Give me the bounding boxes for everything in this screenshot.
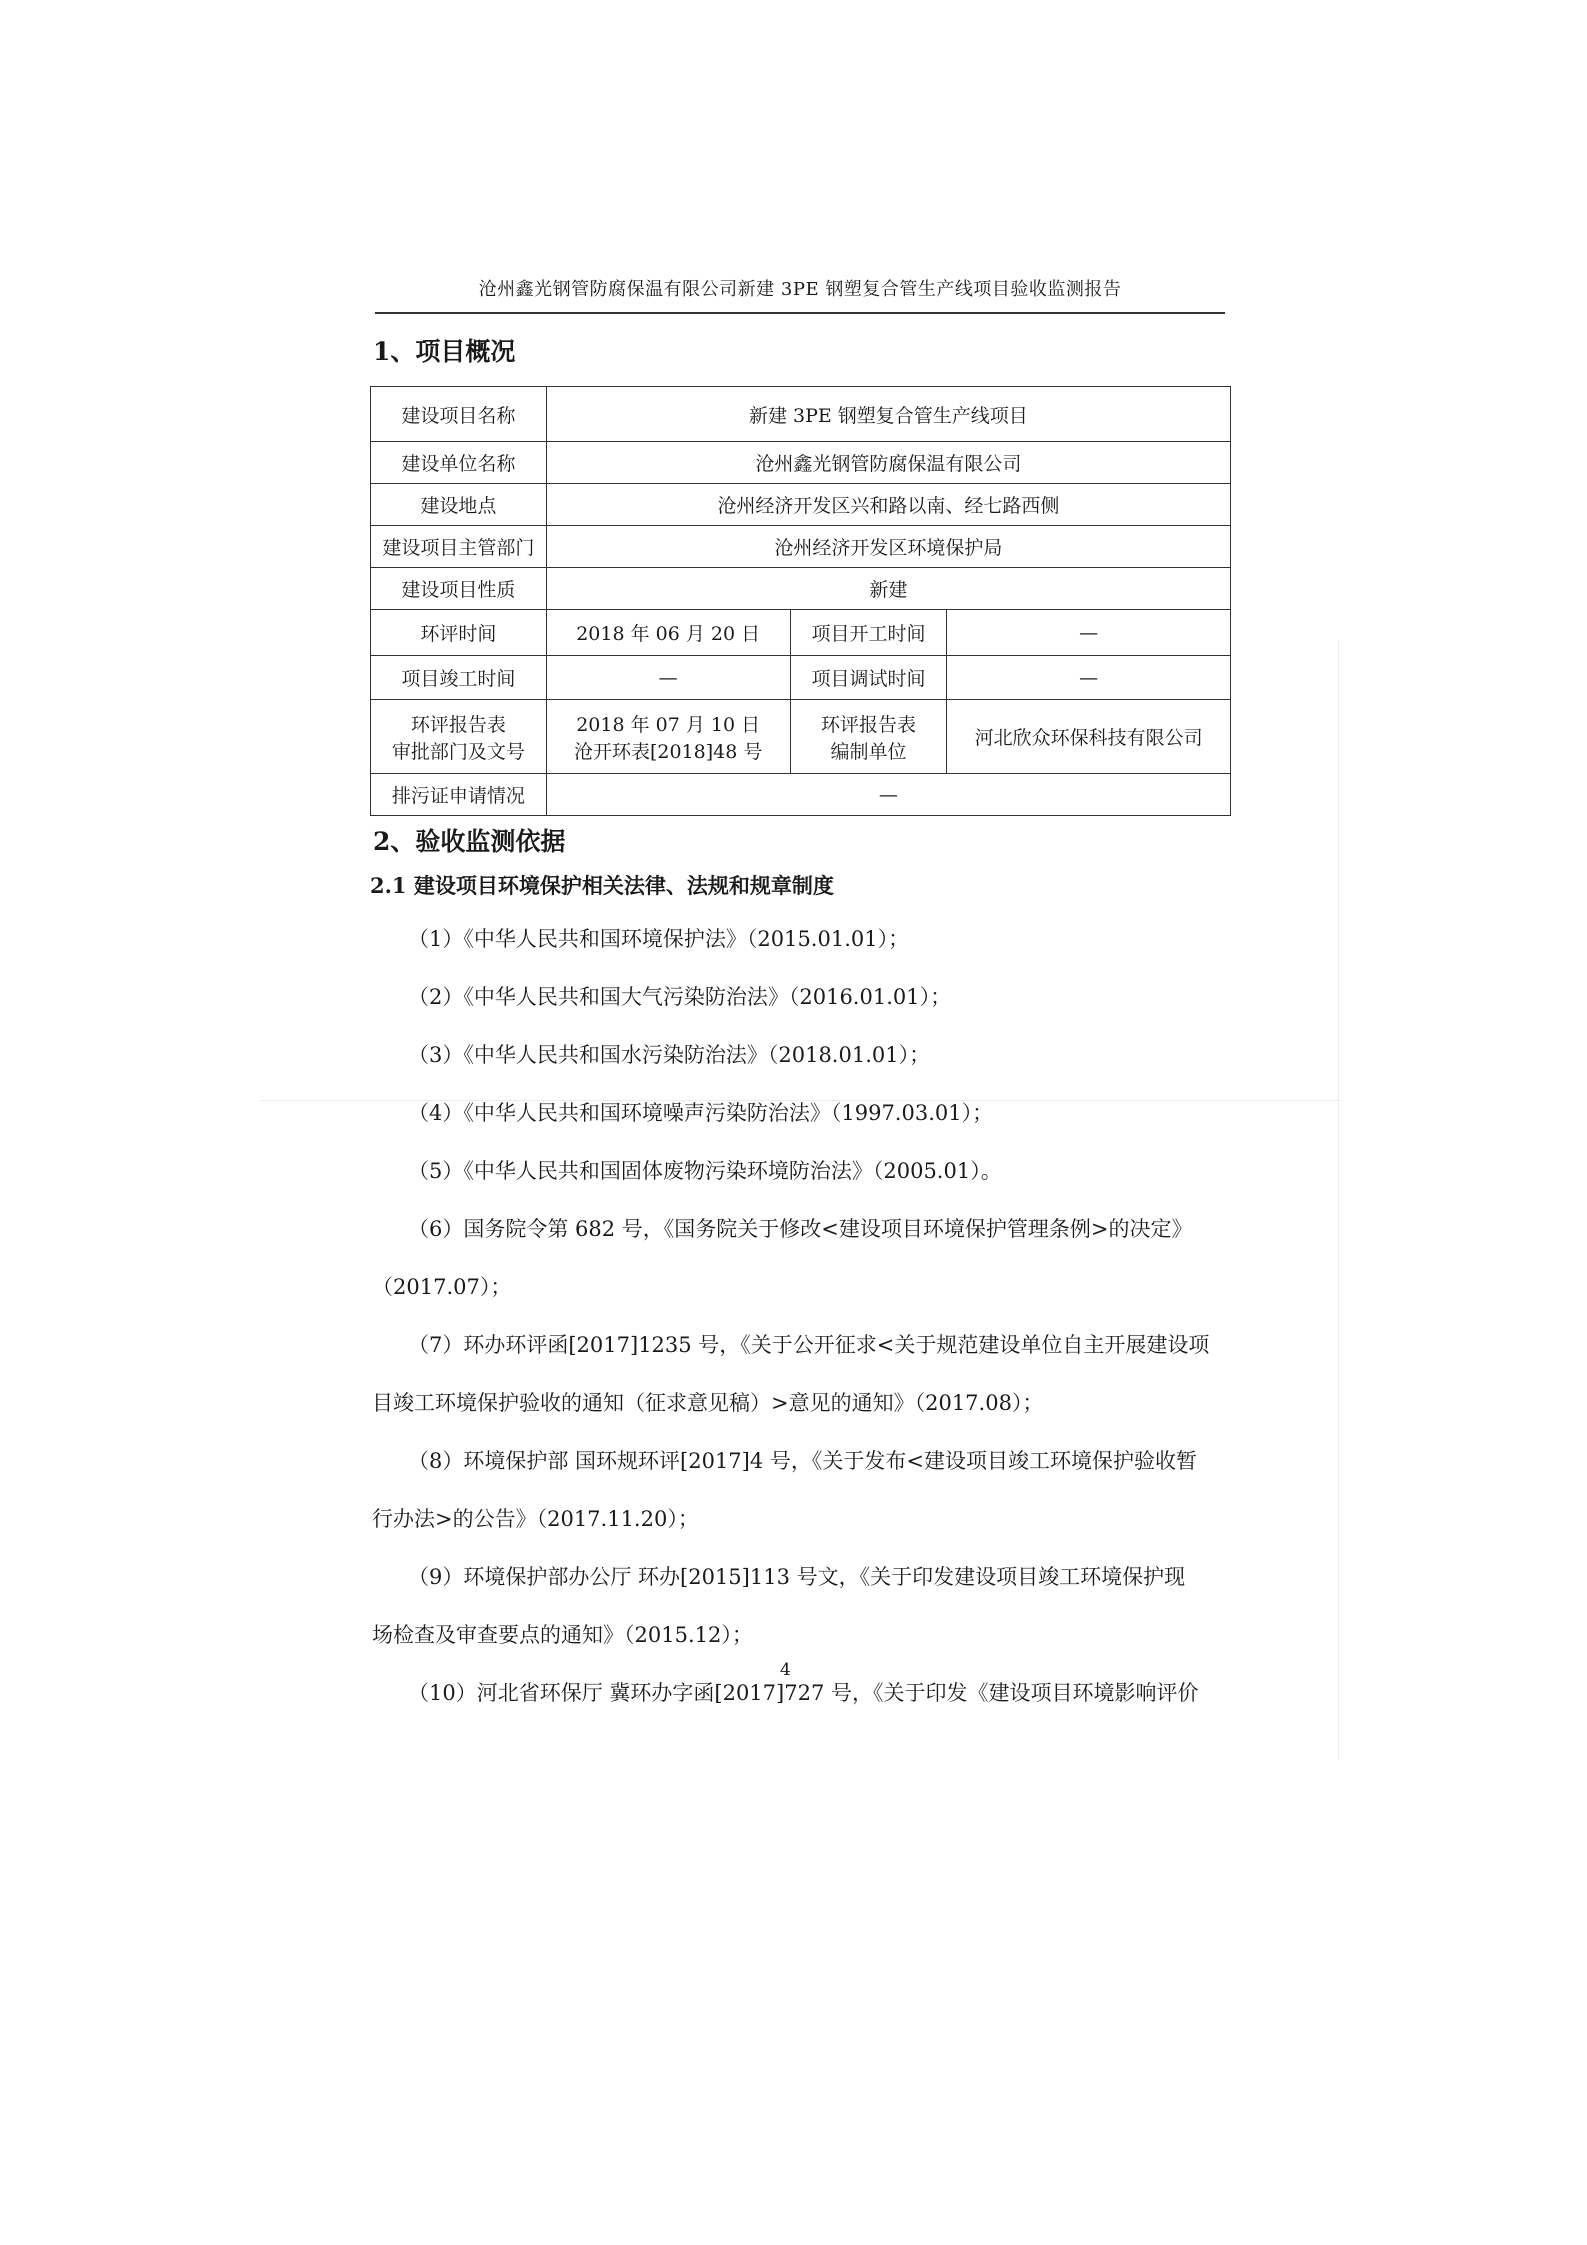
regulation-list	[372, 920, 1224, 1732]
table-row	[371, 610, 1231, 656]
table-row	[371, 526, 1231, 568]
table-value	[546, 700, 790, 774]
table-row	[371, 774, 1231, 816]
table-row	[371, 442, 1231, 484]
list-item: （2）《中华人民共和国大气污染防治法》（2016.01.01）；	[408, 985, 952, 1009]
table-value: —	[947, 610, 1231, 656]
table-row	[371, 568, 1231, 610]
table-label: 建设项目性质	[371, 568, 547, 610]
page-number: 4	[780, 1660, 791, 1680]
table-value: —	[546, 774, 1230, 816]
table-row	[371, 387, 1231, 442]
list-item: （3）《中华人民共和国水污染防治法》（2018.01.01）；	[408, 1043, 931, 1067]
table-label: 建设项目主管部门	[371, 526, 547, 568]
table-label	[371, 700, 547, 774]
section-1-heading: 1、项目概况	[373, 337, 516, 366]
list-item: （8）环境保护部 国环规环评[2017]4 号，《关于发布<建设项目竣工环境保护验收暂	[408, 1449, 1197, 1473]
list-item: （7）环办环评函[2017]1235 号，《关于公开征求<关于规范建设单位自主开展建设项	[408, 1333, 1210, 1357]
table-row	[371, 484, 1231, 526]
table-value: 沧州经济开发区环境保护局	[546, 526, 1230, 568]
section-2-1-heading: 2.1 建设项目环境保护相关法律、法规和规章制度	[370, 873, 834, 898]
table-label-line: 审批部门及文号	[391, 740, 525, 763]
table-label: 建设项目名称	[371, 387, 547, 442]
list-item-continued: 行办法>的公告》（2017.11.20）；	[372, 1507, 699, 1531]
table-value: 河北欣众环保科技有限公司	[947, 700, 1231, 774]
project-overview-table	[370, 386, 1231, 816]
scan-line-artifact	[260, 1100, 1340, 1101]
list-item-continued: 场检查及审查要点的通知》（2015.12）；	[372, 1623, 753, 1647]
table-value: 新建 3PE 钢塑复合管生产线项目	[546, 387, 1230, 442]
table-row	[371, 700, 1231, 774]
table-value: —	[546, 656, 790, 700]
table-value: 沧州经济开发区兴和路以南、经七路西侧	[546, 484, 1230, 526]
table-label: 项目开工时间	[790, 610, 947, 656]
table-label-line: 环评报告表	[820, 713, 916, 736]
list-item-continued: （2017.07）；	[372, 1275, 512, 1299]
table-label: 建设地点	[371, 484, 547, 526]
table-value-line: 2018 年 07 月 10 日	[576, 713, 761, 736]
list-item-continued: 目竣工环境保护验收的通知（征求意见稿）>意见的通知》（2017.08）；	[372, 1391, 1044, 1415]
table-label-line: 编制单位	[830, 740, 907, 763]
table-value-line: 沧开环表[2018]48 号	[573, 740, 763, 763]
table-label: 环评时间	[371, 610, 547, 656]
running-header	[375, 276, 1225, 314]
table-value: —	[947, 656, 1231, 700]
table-label	[790, 700, 947, 774]
table-value: 沧州鑫光钢管防腐保温有限公司	[546, 442, 1230, 484]
list-item: （9）环境保护部办公厅 环办[2015]113 号文，《关于印发建设项目竣工环境保护现	[408, 1565, 1186, 1589]
table-label: 项目竣工时间	[371, 656, 547, 700]
section-2-heading: 2、验收监测依据	[373, 827, 566, 856]
table-label-line: 环评报告表	[410, 713, 506, 736]
table-row	[371, 656, 1231, 700]
scan-edge-artifact	[1338, 640, 1339, 1760]
list-item: （1）《中华人民共和国环境保护法》（2015.01.01）；	[408, 927, 910, 951]
list-item: （6）国务院令第 682 号，《国务院关于修改<建设项目环境保护管理条例>的决定》	[408, 1217, 1193, 1241]
table-label: 排污证申请情况	[371, 774, 547, 816]
table-label: 建设单位名称	[371, 442, 547, 484]
table-value: 新建	[546, 568, 1230, 610]
running-header-title: 沧州鑫光钢管防腐保温有限公司新建 3PE 钢塑复合管生产线项目验收监测报告	[478, 279, 1122, 300]
table-label: 项目调试时间	[790, 656, 947, 700]
table-value: 2018 年 06 月 20 日	[546, 610, 790, 656]
list-item: （4）《中华人民共和国环境噪声污染防治法》（1997.03.01）；	[408, 1101, 994, 1125]
list-item: （10）河北省环保厅 冀环办字函[2017]727 号，《关于印发《建设项目环境影响评价	[408, 1681, 1199, 1705]
list-item: （5）《中华人民共和国固体废物污染环境防治法》（2005.01）。	[408, 1159, 1002, 1183]
